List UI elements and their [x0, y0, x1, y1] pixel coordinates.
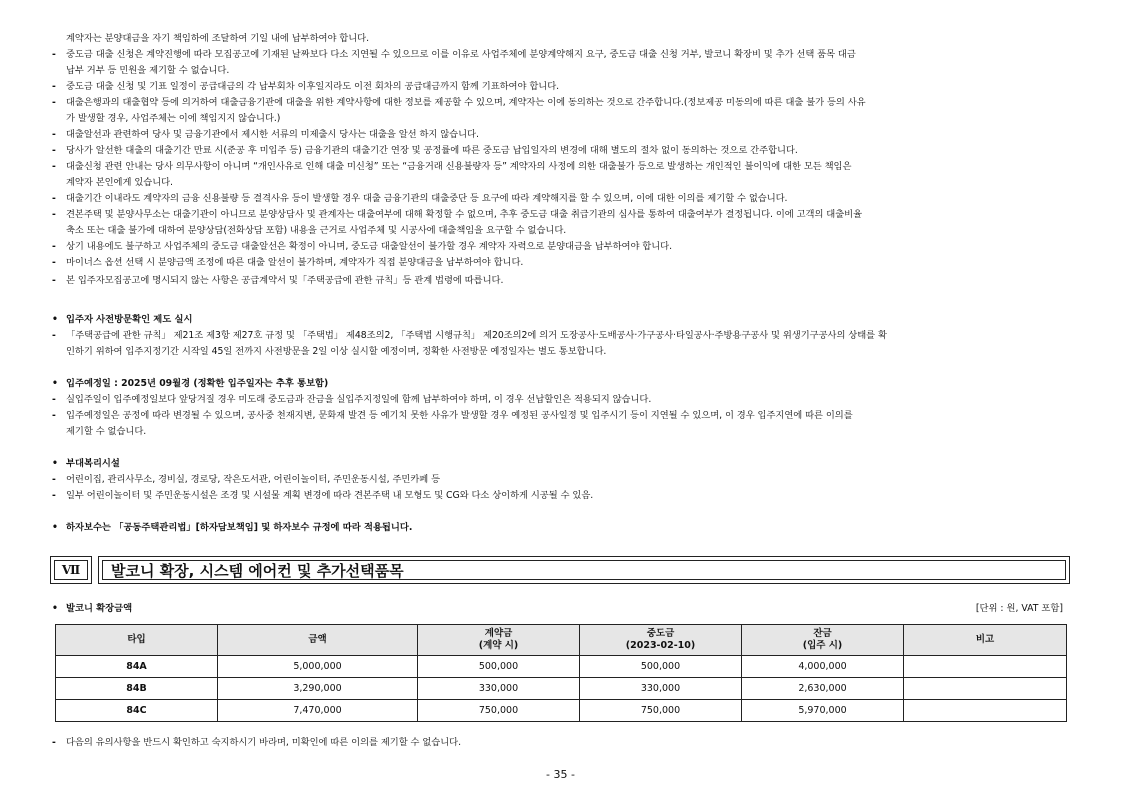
notice-bullet — [52, 145, 798, 157]
type-cell: 84C — [56, 700, 218, 722]
notice-line-continued: 계약자 본인에게 있습니다. — [66, 177, 173, 188]
type-cell: 84B — [56, 678, 218, 700]
dash-marker: - — [52, 490, 56, 501]
notice-bullet — [52, 241, 672, 253]
balcony-price-table — [55, 624, 1067, 722]
section-title: 발코니 확장, 시스템 에어컨 및 추가선택품목 — [102, 560, 1066, 580]
notice-line-continued: 제기할 수 없습니다. — [66, 426, 147, 437]
subsection-heading-text: 입주예정일 : 2025년 09월경 (정확한 입주일자는 추후 통보함) — [66, 378, 329, 389]
table-header-row — [56, 625, 1067, 656]
notice-bullet-text: 당사가 알선한 대출의 대출기간 만료 시(준공 후 미입주 등) 금융기관의 대출기간 연장 및 공정률에 따른 중도금 납입일자의 변경에 대해 별도의 절차 없이 동의하는 것으로 간주합니다. — [66, 145, 798, 156]
notice-bullet-text: 견본주택 및 분양사무소는 대출기관이 아니므로 분양상담사 및 관계자는 대출여부에 대해 확정할 수 없으며, 추후 중도금 대출 취급기관의 심사를 통하여 대출여부가 결정됩니다. 이에 고객의 대출비율 — [66, 209, 863, 220]
notice-bullet-text: 대출알선과 관련하여 당사 및 금융기관에서 제시한 서류의 미제출시 당사는 대출을 알선 하지 않습니다. — [66, 129, 479, 140]
subsection-heading — [52, 314, 192, 326]
table-cell: 330,000 — [580, 678, 742, 700]
notice-bullet-text: 실입주일이 입주예정일보다 앞당겨질 경우 미도래 중도금과 잔금을 실입주지정일에 함께 납부하여야 하며, 이 경우 선납할인은 적용되지 않습니다. — [66, 394, 652, 405]
notice-bullet-text: 대출신청 관련 안내는 당사 의무사항이 아니며 “개인사유로 인해 대출 미신청” 또는 “금융거래 신용불량자 등” 계약자의 사정에 의한 대출불가 등으로 발생하는 개인적인 불이익에 대한 모든 책임은 — [66, 161, 852, 172]
balcony-heading-text: 발코니 확장금액 — [66, 603, 133, 614]
subsection-heading-text: 입주자 사전방문확인 제도 실시 — [66, 314, 193, 325]
table-cell: 3,290,000 — [218, 678, 418, 700]
notice-bullet-text: 중도금 대출 신청 및 기표 일정이 공급대금의 각 납부회차 이후일지라도 이전 회차의 공급대금까지 함께 기표하여야 합니다. — [66, 81, 560, 92]
notice-bullet-text: 본 입주자모집공고에 명시되지 않는 사항은 공급계약서 및「주택공급에 관한 규칙」등 관계 법령에 따릅니다. — [66, 275, 504, 286]
notice-line-continued: 가 발생할 경우, 사업주체는 이에 책임지지 않습니다.) — [66, 113, 281, 124]
section-number-box — [50, 556, 92, 584]
unit-label: [단위 : 원, VAT 포함] — [975, 603, 1063, 614]
notice-line-continued: 납부 거부 등 민원을 제기할 수 없습니다. — [66, 65, 230, 76]
table-header-cell: 계약금 (계약 시) — [418, 625, 580, 656]
table-header-cell: 잔금 (입주 시) — [742, 625, 904, 656]
notice-bullet — [52, 209, 862, 221]
table-header-cell: 금액 — [218, 625, 418, 656]
notice-bullet-text: 마이너스 옵션 선택 시 분양금액 조정에 따른 대출 알선이 불가하며, 계약자가 직접 분양대금을 납부하여야 합니다. — [66, 257, 524, 268]
bullet-marker: • — [52, 314, 58, 325]
bullet-marker: • — [52, 522, 58, 533]
table-cell — [904, 656, 1067, 678]
table-cell: 500,000 — [418, 656, 580, 678]
table-cell: 5,000,000 — [218, 656, 418, 678]
balcony-heading — [52, 603, 132, 615]
table-cell — [904, 700, 1067, 722]
table-cell: 500,000 — [580, 656, 742, 678]
dash-marker: - — [52, 209, 56, 220]
dash-marker: - — [52, 81, 56, 92]
table-row — [56, 678, 1067, 700]
notice-bullet — [52, 129, 479, 141]
notice-bullet — [52, 257, 523, 269]
table-cell: 330,000 — [418, 678, 580, 700]
notice-bullet-text: 입주예정일은 공정에 따라 변경될 수 있으며, 공사중 천재지변, 문화재 발견 등 예기치 못한 사유가 발생할 경우 예정된 공사일정 및 입주시기 등이 지연될 수 있으며, 이 경우 입주지연에 따른 이의를 — [66, 410, 853, 421]
table-cell: 2,630,000 — [742, 678, 904, 700]
notice-line-continued: 인하기 위하여 입주지정기간 시작일 45일 전까지 사전방문을 2일 이상 실시할 예정이며, 정확한 사전방문 예정일자는 별도 통보합니다. — [66, 346, 607, 357]
table-header-cell: 타입 — [56, 625, 218, 656]
dash-marker: - — [52, 257, 56, 268]
dash-marker: - — [52, 161, 56, 172]
subsection-heading — [52, 378, 328, 390]
table-cell: 750,000 — [418, 700, 580, 722]
notice-bullet — [52, 394, 651, 406]
dash-marker: - — [52, 410, 56, 421]
table-header-cell: 중도금 (2023-02-10) — [580, 625, 742, 656]
notice-bullet — [52, 49, 856, 61]
table-cell — [904, 678, 1067, 700]
table-cell: 7,470,000 — [218, 700, 418, 722]
notice-bullet — [52, 275, 503, 287]
notice-bullet — [52, 193, 787, 205]
page-number: - 35 - — [546, 768, 575, 781]
dash-marker: - — [52, 330, 56, 341]
dash-marker: - — [52, 145, 56, 156]
subsection-heading-text: 하자보수는 「공동주택관리법」[하자담보책임] 및 하자보수 규정에 따라 적용됩니다. — [66, 522, 413, 533]
notice-bullet-text: 「주택공급에 관한 규칙」 제21조 제3항 제27호 규정 및 「주택법」 제48조의2, 「주택법 시행규칙」 제20조의2에 의거 도장공사·도배공사·가구공사·타일공사·주방용구공사 및 위생기구공사의 상태를 확 — [66, 330, 887, 341]
dash-marker: - — [52, 474, 56, 485]
section-title-box — [98, 556, 1070, 584]
table-cell: 750,000 — [580, 700, 742, 722]
notice-bullet — [52, 474, 440, 486]
notice-bullet-text: 어린이집, 관리사무소, 경비실, 경로당, 작은도서관, 어린이놀이터, 주민운동시설, 주민카페 등 — [66, 474, 441, 485]
table-row — [56, 656, 1067, 678]
dash-marker: - — [52, 737, 56, 748]
notice-bullet-text: 대출은행과의 대출협약 등에 의거하여 대출금융기관에 대출을 위한 계약사항에 대한 정보를 제공할 수 있으며, 계약자는 이에 동의하는 것으로 간주합니다.(정보제공 미동의에 따른 대출 불가 등의 사유 — [66, 97, 866, 108]
bullet-marker: • — [52, 603, 58, 614]
notice-bullet-text: 중도금 대출 신청은 계약진행에 따라 모집공고에 기재된 날짜보다 다소 지연될 수 있으므로 이를 이유로 사업주체에 분양계약해지 요구, 중도금 대출 신청 거부, 발코니 확장비 및 추가 선택 품목 대금 — [66, 49, 856, 60]
dash-marker: - — [52, 97, 56, 108]
subsection-heading-text: 부대복리시설 — [66, 458, 120, 469]
footnote — [52, 737, 461, 749]
bullet-marker: • — [52, 378, 58, 389]
notice-bullet-text: 대출기간 이내라도 계약자의 금융 신용불량 등 결격사유 등이 발생할 경우 대출 금융기관의 대출중단 등 요구에 따라 계약해지를 할 수 있으며, 이에 대한 이의를 제기할 수 없습니다. — [66, 193, 788, 204]
dash-marker: - — [52, 394, 56, 405]
dash-marker: - — [52, 129, 56, 140]
notice-bullet — [52, 410, 853, 422]
notice-bullet — [52, 490, 593, 502]
notice-bullet — [52, 330, 887, 342]
footnote-text: 다음의 유의사항을 반드시 확인하고 숙지하시기 바라며, 미확인에 따른 이의를 제기할 수 없습니다. — [66, 737, 462, 748]
table-header-cell: 비고 — [904, 625, 1067, 656]
dash-marker: - — [52, 275, 56, 286]
subsection-heading — [52, 458, 120, 470]
notice-bullet — [52, 97, 866, 109]
dash-marker: - — [52, 241, 56, 252]
bullet-marker: • — [52, 458, 58, 469]
notice-line-continued: 계약자는 분양대금을 자기 책임하에 조달하여 기일 내에 납부하여야 합니다. — [66, 33, 370, 44]
dash-marker: - — [52, 49, 56, 60]
table-cell: 5,970,000 — [742, 700, 904, 722]
table-cell: 4,000,000 — [742, 656, 904, 678]
table-row — [56, 700, 1067, 722]
notice-bullet — [52, 161, 851, 173]
notice-bullet — [52, 81, 559, 93]
dash-marker: - — [52, 193, 56, 204]
notice-bullet-text: 상기 내용에도 불구하고 사업주체의 중도금 대출알선은 확정이 아니며, 중도금 대출알선이 불가할 경우 계약자 자력으로 분양대금을 납부하여야 합니다. — [66, 241, 673, 252]
subsection-heading — [52, 522, 412, 534]
section-number: Ⅶ — [54, 560, 88, 580]
type-cell: 84A — [56, 656, 218, 678]
notice-line-continued: 축소 또는 대출 불가에 대하여 분양상담(전화상담 포함) 내용을 근거로 사업주체 및 시공사에 대출책임을 요구할 수 없습니다. — [66, 225, 567, 236]
notice-bullet-text: 일부 어린이놀이터 및 주민운동시설은 조경 및 시설물 계획 변경에 따라 견본주택 내 모형도 및 CG와 다소 상이하게 시공될 수 있음. — [66, 490, 594, 501]
